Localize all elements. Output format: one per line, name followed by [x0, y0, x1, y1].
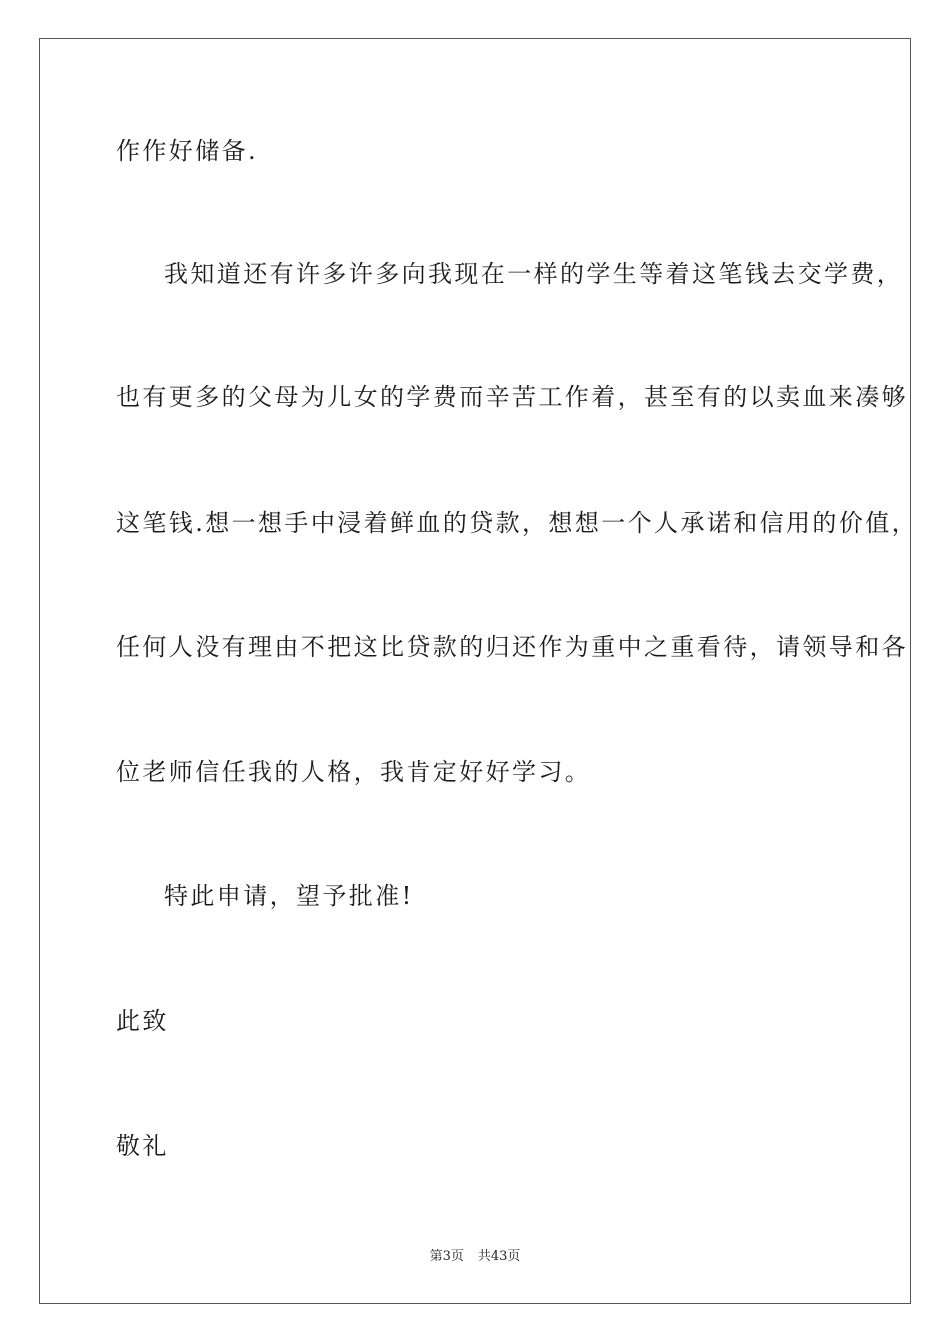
text-line-5: 任何人没有理由不把这比贷款的归还作为重中之重看待，请领导和各 [116, 633, 908, 661]
text-line-3: 也有更多的父母为儿女的学费而辛苦工作着，甚至有的以卖血来凑够 [116, 383, 908, 411]
salutation-cizhi: 此致 [116, 1007, 169, 1035]
text-line-2: 我知道还有许多许多向我现在一样的学生等着这笔钱去交学费， [164, 260, 904, 288]
page-border [39, 38, 911, 1304]
salutation-jingli: 敬礼 [116, 1132, 169, 1160]
closing-request: 特此申请，望予批准! [164, 882, 414, 910]
page-total: 共43页 [477, 1249, 521, 1264]
text-line-4: 这笔钱.想一想手中浸着鲜血的贷款，想想一个人承诺和信用的价值， [116, 509, 919, 537]
page-footer [0, 1248, 950, 1266]
text-line-6: 位老师信任我的人格，我肯定好好学习。 [116, 758, 592, 786]
page-number: 第3页 [429, 1249, 464, 1264]
text-line-1: 作作好储备. [116, 137, 259, 165]
